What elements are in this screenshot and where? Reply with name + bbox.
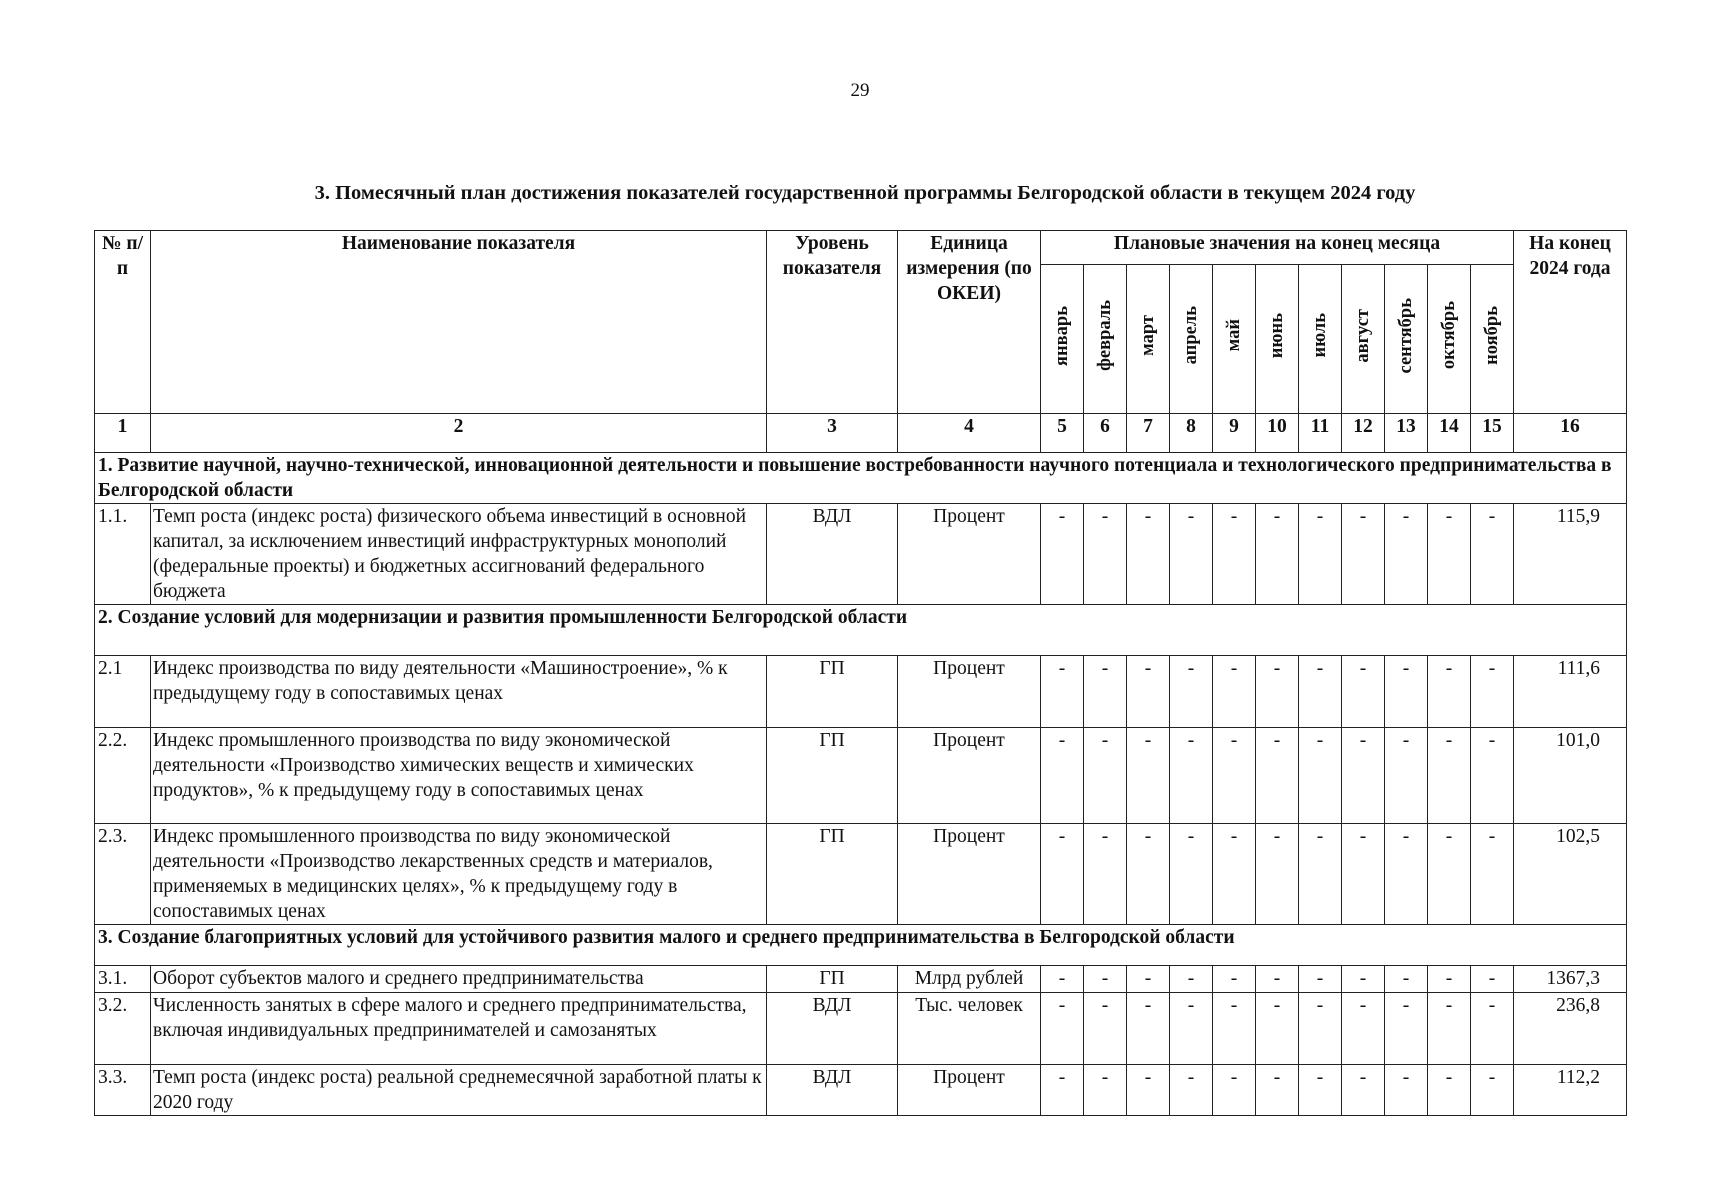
- month-value: -: [1342, 728, 1385, 824]
- year-end-value: 102,5: [1514, 824, 1627, 925]
- month-value: -: [1299, 993, 1342, 1065]
- row-number: 3.3.: [95, 1065, 151, 1116]
- row-number: 1.1.: [95, 504, 151, 605]
- year-end-value: 112,2: [1514, 1065, 1627, 1116]
- column-number: 3: [767, 414, 898, 453]
- section-title: 1. Развитие научной, научно-технической, инновационной деятельности и повышение востребованности научного потенциала и технологического предпринимательства в Белгородской области: [95, 453, 1627, 504]
- indicator-unit: Млрд рублей: [898, 966, 1041, 993]
- month-value: -: [1256, 993, 1299, 1065]
- month-value: -: [1256, 728, 1299, 824]
- column-number: 4: [898, 414, 1041, 453]
- month-value: -: [1299, 824, 1342, 925]
- month-value: -: [1213, 824, 1256, 925]
- month-value: -: [1299, 1065, 1342, 1116]
- month-value: -: [1084, 993, 1127, 1065]
- document-title: 3. Помесячный план достижения показателей государственной программы Белгородской области в текущем 2024 году: [314, 182, 1416, 204]
- indicator-level: ГП: [767, 728, 898, 824]
- table-row: [95, 993, 1627, 1065]
- month-label: октябрь: [1439, 301, 1459, 370]
- month-value: -: [1385, 504, 1428, 605]
- header-unit: Единица измерения (по ОКЕИ): [898, 231, 1041, 414]
- month-header: [1256, 265, 1299, 414]
- month-value: -: [1170, 993, 1213, 1065]
- column-number: 6: [1084, 414, 1127, 453]
- month-value: -: [1471, 966, 1514, 993]
- month-value: -: [1471, 656, 1514, 728]
- month-value: -: [1213, 504, 1256, 605]
- month-value: -: [1127, 993, 1170, 1065]
- month-value: -: [1471, 504, 1514, 605]
- month-value: -: [1428, 1065, 1471, 1116]
- month-value: -: [1256, 504, 1299, 605]
- month-header: [1299, 265, 1342, 414]
- month-value: -: [1127, 656, 1170, 728]
- month-value: -: [1084, 656, 1127, 728]
- month-label: ноябрь: [1482, 306, 1502, 365]
- header-level: Уровень показателя: [767, 231, 898, 414]
- month-value: -: [1213, 728, 1256, 824]
- column-number: 5: [1041, 414, 1084, 453]
- column-numbers-row: [95, 414, 1627, 453]
- month-value: -: [1170, 966, 1213, 993]
- month-value: -: [1041, 728, 1084, 824]
- indicator-name: Индекс промышленного производства по виду экономической деятельности «Производство химических веществ и химических продуктов», % к предыдущему году в сопоставимых ценах: [151, 728, 767, 824]
- section-title: 3. Создание благоприятных условий для устойчивого развития малого и среднего предпринимательства в Белгородской области: [95, 925, 1627, 966]
- year-end-value: 111,6: [1514, 656, 1627, 728]
- month-value: -: [1385, 824, 1428, 925]
- month-value: -: [1041, 993, 1084, 1065]
- month-value: -: [1471, 824, 1514, 925]
- month-header: [1041, 265, 1084, 414]
- year-end-value: 236,8: [1514, 993, 1627, 1065]
- table-row: [95, 656, 1627, 728]
- column-number: 2: [151, 414, 767, 453]
- month-value: -: [1084, 1065, 1127, 1116]
- column-number: 10: [1256, 414, 1299, 453]
- month-label: январь: [1052, 305, 1072, 366]
- month-value: -: [1299, 656, 1342, 728]
- month-value: -: [1041, 504, 1084, 605]
- month-header: [1342, 265, 1385, 414]
- month-value: -: [1342, 1065, 1385, 1116]
- month-value: -: [1127, 824, 1170, 925]
- table-body: [95, 453, 1627, 1116]
- month-value: -: [1041, 1065, 1084, 1116]
- month-value: -: [1299, 728, 1342, 824]
- month-value: -: [1385, 656, 1428, 728]
- month-label: сентябрь: [1396, 297, 1416, 374]
- month-value: -: [1213, 1065, 1256, 1116]
- indicator-level: ВДЛ: [767, 1065, 898, 1116]
- month-value: -: [1170, 656, 1213, 728]
- month-value: -: [1084, 824, 1127, 925]
- month-value: -: [1256, 824, 1299, 925]
- month-header: [1428, 265, 1471, 414]
- month-value: -: [1127, 1065, 1170, 1116]
- year-end-value: 115,9: [1514, 504, 1627, 605]
- year-end-value: 101,0: [1514, 728, 1627, 824]
- column-number: 14: [1428, 414, 1471, 453]
- column-number: 15: [1471, 414, 1514, 453]
- indicator-level: ГП: [767, 656, 898, 728]
- month-value: -: [1127, 504, 1170, 605]
- month-value: -: [1471, 728, 1514, 824]
- month-label: март: [1138, 315, 1158, 356]
- row-number: 2.3.: [95, 824, 151, 925]
- indicator-name: Оборот субъектов малого и среднего предпринимательства: [151, 966, 767, 993]
- column-number: 13: [1385, 414, 1428, 453]
- month-header: [1385, 265, 1428, 414]
- month-header: [1213, 265, 1256, 414]
- month-header: [1170, 265, 1213, 414]
- month-value: -: [1256, 656, 1299, 728]
- month-value: -: [1428, 728, 1471, 824]
- section-row: [95, 453, 1627, 504]
- month-header: [1127, 265, 1170, 414]
- month-label: июнь: [1267, 312, 1287, 359]
- header-name: Наименование показателя: [151, 231, 767, 414]
- table-row: [95, 1065, 1627, 1116]
- column-number: 11: [1299, 414, 1342, 453]
- month-value: -: [1385, 993, 1428, 1065]
- month-value: -: [1471, 1065, 1514, 1116]
- indicator-level: ВДЛ: [767, 504, 898, 605]
- indicator-unit: Тыс. человек: [898, 993, 1041, 1065]
- row-number: 3.2.: [95, 993, 151, 1065]
- month-value: -: [1342, 504, 1385, 605]
- row-number: 2.2.: [95, 728, 151, 824]
- month-label: август: [1353, 308, 1373, 363]
- indicator-unit: Процент: [898, 728, 1041, 824]
- indicator-name: Индекс промышленного производства по виду экономической деятельности «Производство лекарственных средств и материалов, применяемых в медицинских целях», % к предыдущему году в сопоставимых ценах: [151, 824, 767, 925]
- month-header: [1084, 265, 1127, 414]
- month-value: -: [1256, 1065, 1299, 1116]
- year-end-value: 1367,3: [1514, 966, 1627, 993]
- column-number: 1: [95, 414, 151, 453]
- table-row: [95, 504, 1627, 605]
- month-value: -: [1213, 993, 1256, 1065]
- table-row: [95, 966, 1627, 993]
- column-number: 12: [1342, 414, 1385, 453]
- indicator-level: ГП: [767, 966, 898, 993]
- indicator-unit: Процент: [898, 504, 1041, 605]
- month-value: -: [1041, 824, 1084, 925]
- indicator-name: Темп роста (индекс роста) реальной среднемесячной заработной платы к 2020 году: [151, 1065, 767, 1116]
- column-number: 16: [1514, 414, 1627, 453]
- month-value: -: [1471, 993, 1514, 1065]
- month-value: -: [1041, 966, 1084, 993]
- month-value: -: [1299, 966, 1342, 993]
- section-row: [95, 605, 1627, 656]
- month-value: -: [1084, 966, 1127, 993]
- indicator-level: ГП: [767, 824, 898, 925]
- month-value: -: [1385, 1065, 1428, 1116]
- table-row: [95, 824, 1627, 925]
- month-value: -: [1084, 504, 1127, 605]
- month-value: -: [1256, 966, 1299, 993]
- month-value: -: [1428, 824, 1471, 925]
- month-value: -: [1127, 966, 1170, 993]
- row-number: 3.1.: [95, 966, 151, 993]
- month-value: -: [1428, 966, 1471, 993]
- column-number: 9: [1213, 414, 1256, 453]
- indicator-unit: Процент: [898, 656, 1041, 728]
- month-value: -: [1342, 993, 1385, 1065]
- column-number: 7: [1127, 414, 1170, 453]
- month-value: -: [1127, 728, 1170, 824]
- indicator-name: Численность занятых в сфере малого и среднего предпринимательства, включая индивидуальных предпринимателей и самозанятых: [151, 993, 767, 1065]
- page-number: 29: [850, 80, 870, 101]
- header-num: № п/п: [95, 231, 151, 414]
- month-value: -: [1428, 656, 1471, 728]
- indicator-level: ВДЛ: [767, 993, 898, 1065]
- indicator-unit: Процент: [898, 824, 1041, 925]
- month-header: [1471, 265, 1514, 414]
- month-value: -: [1213, 966, 1256, 993]
- month-value: -: [1342, 656, 1385, 728]
- table-row: [95, 728, 1627, 824]
- column-number: 8: [1170, 414, 1213, 453]
- month-value: -: [1213, 656, 1256, 728]
- month-value: -: [1342, 966, 1385, 993]
- header-plan-group: Плановые значения на конец месяца: [1041, 231, 1514, 265]
- section-row: [95, 925, 1627, 966]
- month-value: -: [1084, 728, 1127, 824]
- month-value: -: [1170, 824, 1213, 925]
- month-value: -: [1385, 966, 1428, 993]
- month-value: -: [1170, 728, 1213, 824]
- month-value: -: [1342, 824, 1385, 925]
- month-value: -: [1428, 504, 1471, 605]
- indicator-name: Темп роста (индекс роста) физического объема инвестиций в основной капитал, за исключением инвестиций инфраструктурных монополий (федеральные проекты) и бюджетных ассигнований федерального бюджета: [151, 504, 767, 605]
- month-label: февраль: [1095, 300, 1115, 371]
- month-label: апрель: [1181, 306, 1201, 365]
- section-title: 2. Создание условий для модернизации и развития промышленности Белгородской области: [95, 605, 1627, 656]
- indicator-unit: Процент: [898, 1065, 1041, 1116]
- month-value: -: [1385, 728, 1428, 824]
- month-value: -: [1041, 656, 1084, 728]
- month-value: -: [1428, 993, 1471, 1065]
- indicator-name: Индекс производства по виду деятельности «Машиностроение», % к предыдущему году в сопоставимых ценах: [151, 656, 767, 728]
- month-label: май: [1224, 319, 1244, 352]
- month-value: -: [1170, 1065, 1213, 1116]
- plan-table: [94, 230, 1627, 1116]
- row-number: 2.1: [95, 656, 151, 728]
- month-value: -: [1299, 504, 1342, 605]
- header-year-end: На конец 2024 года: [1514, 231, 1627, 414]
- month-label: июль: [1310, 313, 1330, 358]
- month-value: -: [1170, 504, 1213, 605]
